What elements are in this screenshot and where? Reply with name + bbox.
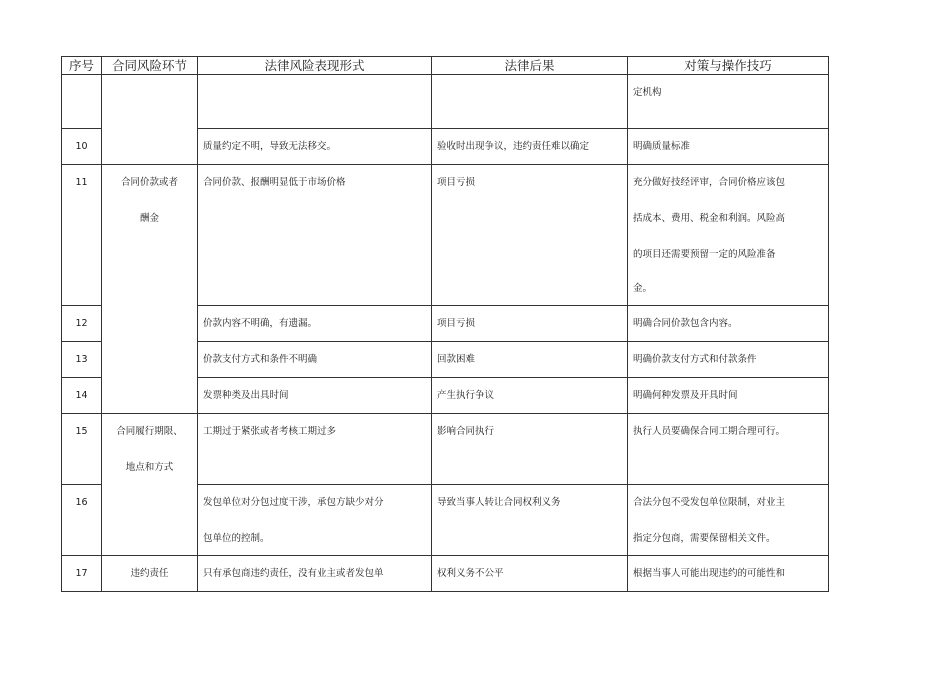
cell-no: 15 <box>62 414 102 485</box>
table-row <box>62 556 829 592</box>
stage-label: 合同价款或者 <box>120 177 178 188</box>
cell-strategy <box>628 485 829 556</box>
cell-manifestation: 只有承包商违约责任，没有业主或者发包单 <box>198 556 432 592</box>
cell-manifestation: 价款内容不明确，有遗漏。 <box>198 306 432 342</box>
cell-strategy <box>628 165 829 306</box>
cell-stage: 违约责任 <box>102 556 198 592</box>
cell-manifestation: 工期过于紧张或者考核工期过多 <box>198 414 432 485</box>
cell-manifestation: 价款支付方式和条件不明确 <box>198 342 432 378</box>
cell-no: 10 <box>62 129 102 165</box>
cell-no: 14 <box>62 378 102 414</box>
cell-no: 11 <box>62 165 102 306</box>
strategy-line: 充分做好技经评审，合同价格应该包 <box>633 177 786 188</box>
cell-consequence: 回款困难 <box>432 342 628 378</box>
cell-consequence <box>432 75 628 129</box>
header-row <box>62 57 829 75</box>
stage-label: 合同履行期限、 <box>116 426 183 437</box>
contract-risk-table <box>61 56 829 592</box>
cell-consequence: 产生执行争议 <box>432 378 628 414</box>
cell-manifestation: 合同价款、报酬明显低于市场价格 <box>198 165 432 306</box>
cell-consequence: 权利义务不公平 <box>432 556 628 592</box>
cell-manifestation <box>198 485 432 556</box>
cell-consequence: 导致当事人转让合同权利义务 <box>432 485 628 556</box>
cell-manifestation: 质量约定不明，导致无法移交。 <box>198 129 432 165</box>
table-row <box>62 414 829 485</box>
strategy-line: 指定分包商，需要保留相关文件。 <box>633 533 776 544</box>
cell-no: 12 <box>62 306 102 342</box>
header-strategy: 对策与操作技巧 <box>628 57 829 75</box>
header-stage: 合同风险环节 <box>102 57 198 75</box>
cell-strategy: 明确价款支付方式和付款条件 <box>628 342 829 378</box>
stage-label: 酬金 <box>139 213 159 224</box>
manifestation-line: 发包单位对分包过度干涉，承包方缺少对分 <box>203 497 384 508</box>
cell-consequence: 验收时出现争议，违约责任难以确定 <box>432 129 628 165</box>
table-row <box>62 75 829 129</box>
cell-strategy: 执行人员要确保合同工期合理可行。 <box>628 414 829 485</box>
cell-strategy: 明确合同价款包含内容。 <box>628 306 829 342</box>
cell-strategy: 明确质量标准 <box>628 129 829 165</box>
table-row <box>62 165 829 306</box>
cell-consequence: 项目亏损 <box>432 165 628 306</box>
cell-manifestation <box>198 75 432 129</box>
cell-stage <box>102 165 198 414</box>
cell-no: 13 <box>62 342 102 378</box>
cell-no: 17 <box>62 556 102 592</box>
cell-no: 16 <box>62 485 102 556</box>
cell-stage <box>102 75 198 165</box>
strategy-line: 金。 <box>633 283 653 294</box>
strategy-line: 合法分包不受发包单位限制，对业主 <box>633 497 786 508</box>
header-manifestation: 法律风险表现形式 <box>198 57 432 75</box>
strategy-line: 括成本、费用、税金和利润。风险高 <box>633 213 786 224</box>
cell-strategy: 定机构 <box>628 75 829 129</box>
header-consequence: 法律后果 <box>432 57 628 75</box>
stage-label: 地点和方式 <box>125 462 174 473</box>
cell-manifestation: 发票种类及出具时间 <box>198 378 432 414</box>
cell-no <box>62 75 102 129</box>
strategy-line: 的项目还需要预留一定的风险准备 <box>633 249 776 260</box>
cell-strategy: 根据当事人可能出现违约的可能性和 <box>628 556 829 592</box>
cell-consequence: 影响合同执行 <box>432 414 628 485</box>
cell-strategy: 明确何种发票及开具时间 <box>628 378 829 414</box>
cell-consequence: 项目亏损 <box>432 306 628 342</box>
cell-stage <box>102 414 198 556</box>
header-no: 序号 <box>62 57 102 75</box>
manifestation-line: 包单位的控制。 <box>203 533 270 544</box>
